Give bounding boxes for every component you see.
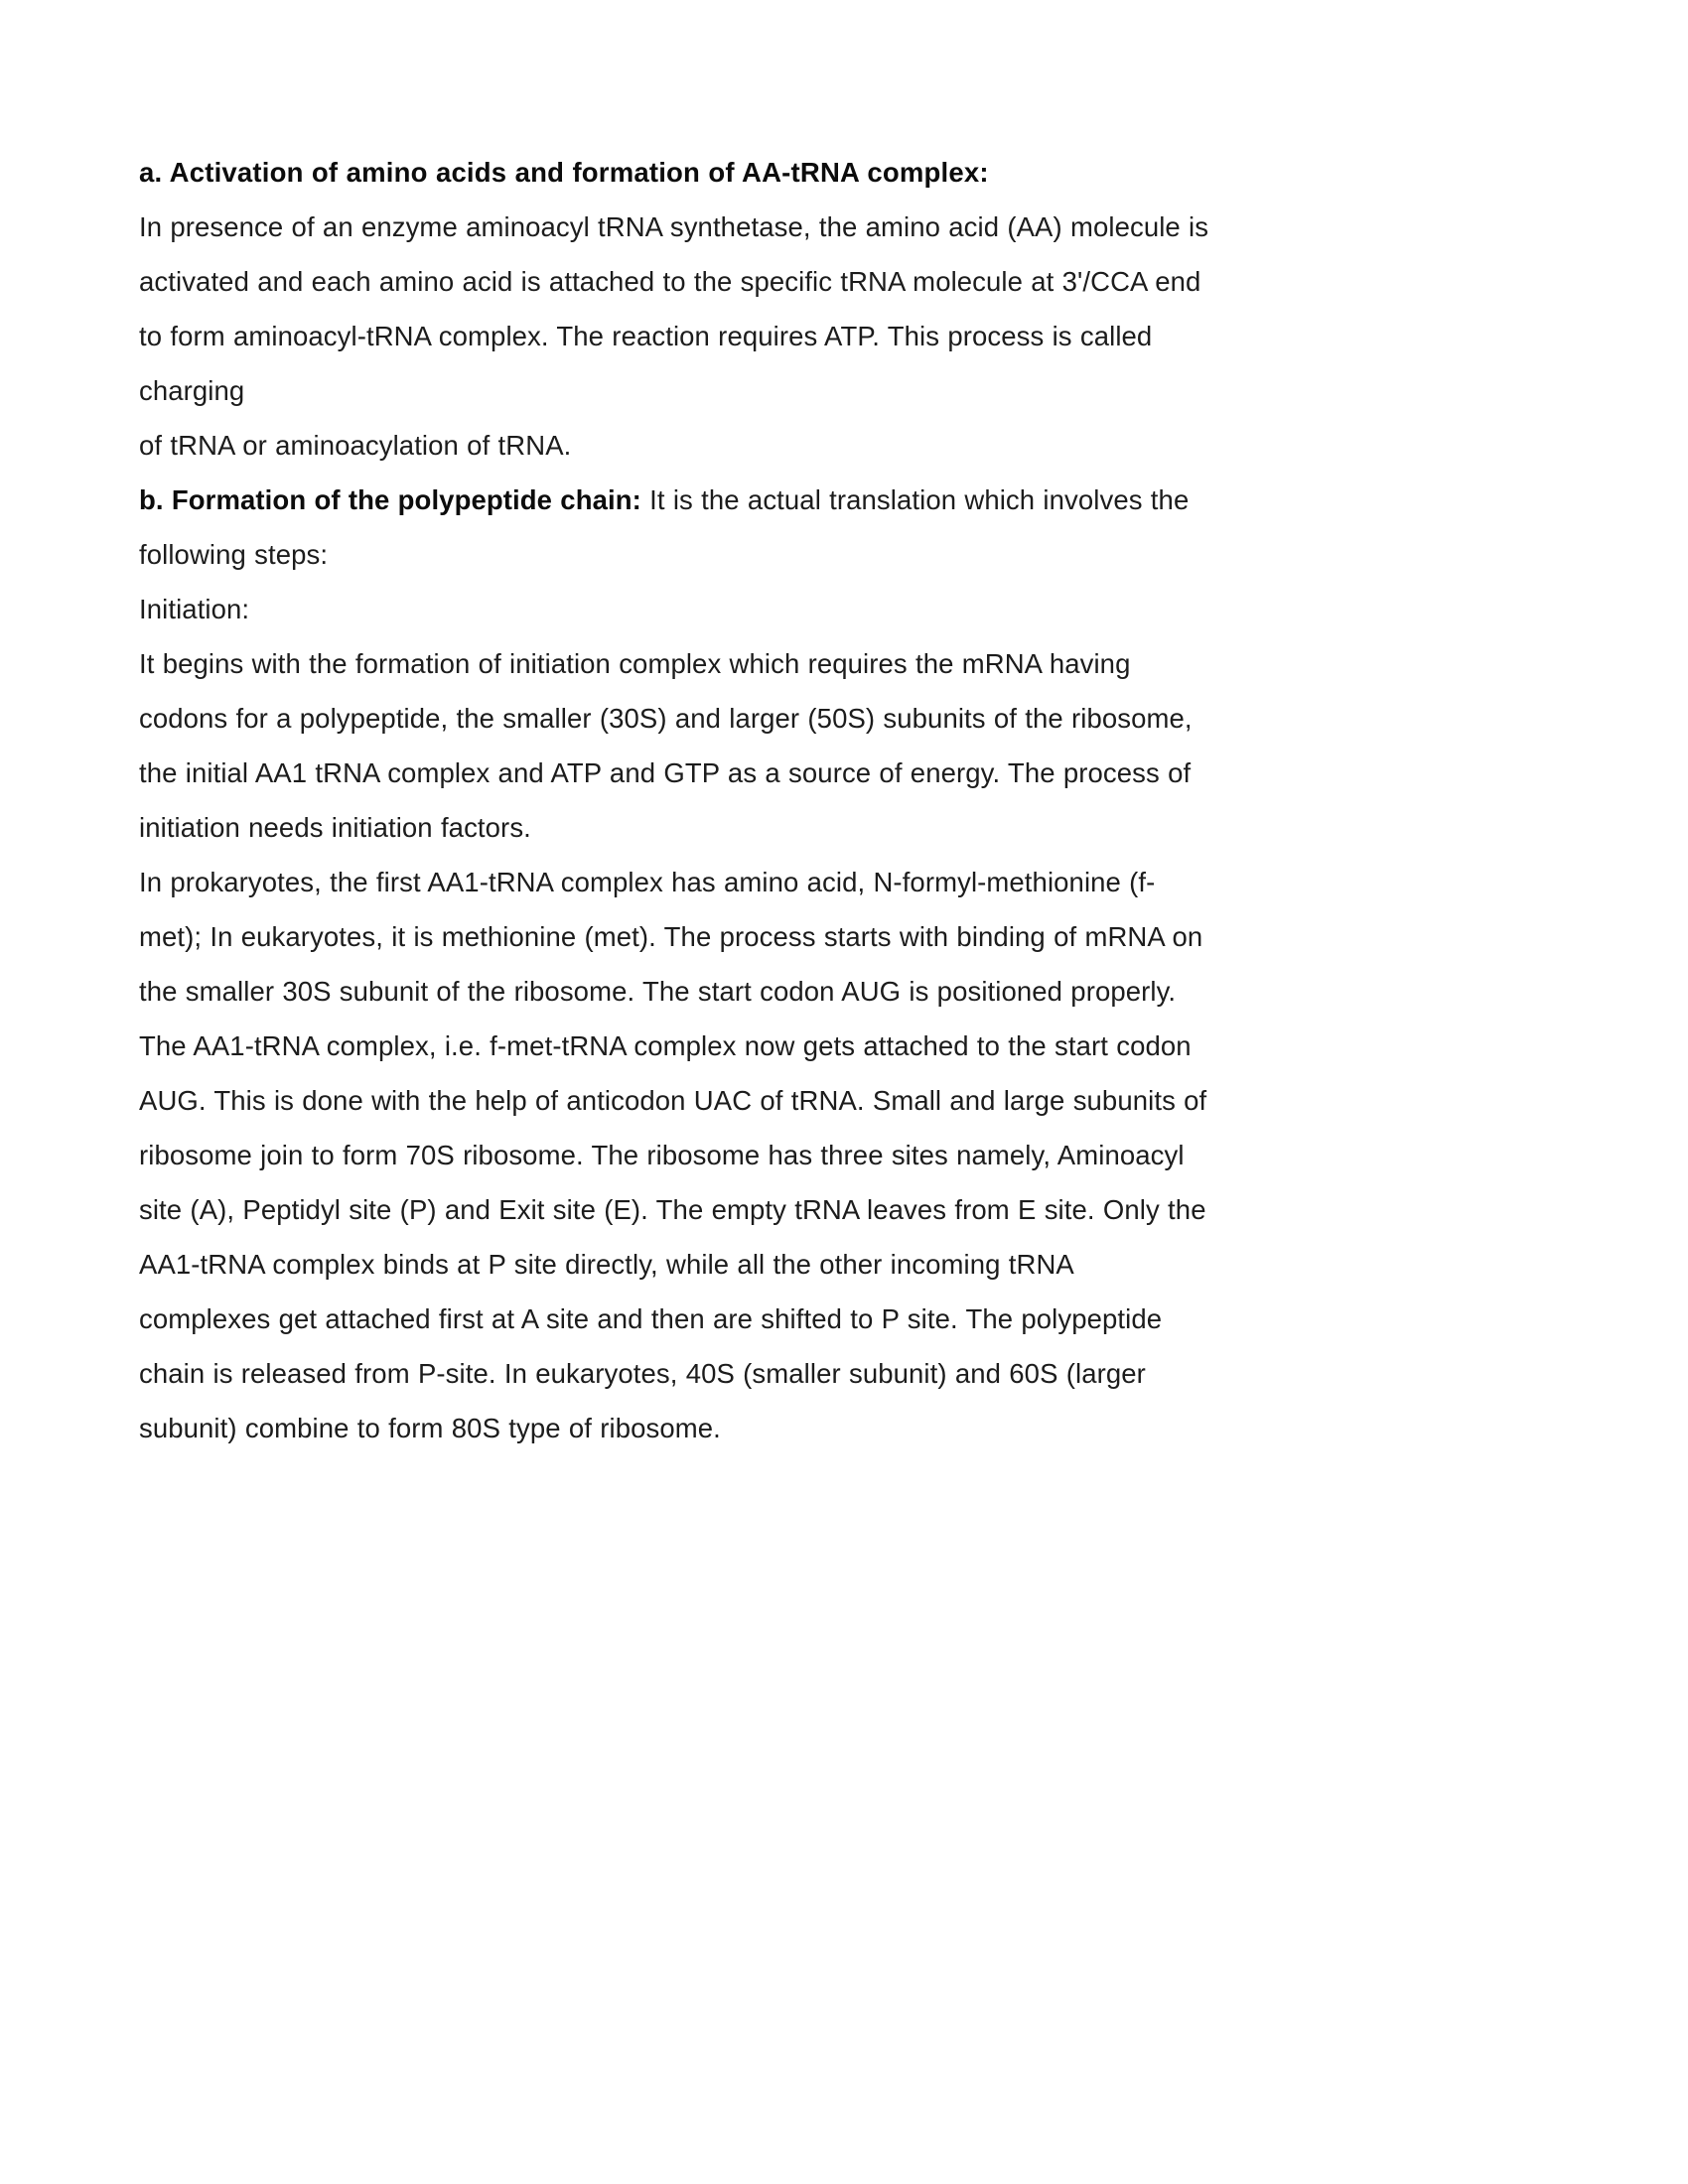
body-line-18: ribosome join to form 70S ribosome. The ribosome has three sites namely, Aminoacyl xyxy=(139,1140,1185,1170)
body-line-13: In prokaryotes, the first AA1-tRNA complex has amino acid, N-formyl-methionine (f- xyxy=(139,867,1156,897)
body-line-22: chain is released from P-site. In eukaryotes, 40S (smaller subunit) and 60S (larger xyxy=(139,1358,1146,1389)
body-line-5: of tRNA or aminoacylation of tRNA. xyxy=(139,430,572,461)
body-line-2: activated and each amino acid is attached to the specific tRNA molecule at 3'/CCA end xyxy=(139,266,1201,297)
body-line-12: initiation needs initiation factors. xyxy=(139,812,531,843)
section-heading-b-line xyxy=(139,473,1266,527)
body-line-3: to form aminoacyl-tRNA complex. The reaction requires ATP. This process is called xyxy=(139,321,1153,351)
body-line-9: It begins with the formation of initiation complex which requires the mRNA having xyxy=(139,648,1131,679)
body-line-10: codons for a polypeptide, the smaller (30S) and larger (50S) subunits of the ribosome, xyxy=(139,703,1193,734)
section-heading-a: a. Activation of amino acids and formation of AA-tRNA complex: xyxy=(139,157,989,188)
section-heading-b-text: It is the actual translation which involves the xyxy=(640,484,1190,515)
body-line-16: The AA1-tRNA complex, i.e. f-met-tRNA complex now gets attached to the start codon xyxy=(139,1030,1192,1061)
body-line-17: AUG. This is done with the help of anticodon UAC of tRNA. Small and large subunits of xyxy=(139,1085,1207,1116)
body-line-4-charging: charging xyxy=(139,375,245,406)
body-line-14: met); In eukaryotes, it is methionine (met). The process starts with binding of mRNA on xyxy=(139,921,1203,952)
body-line-11: the initial AA1 tRNA complex and ATP and GTP as a source of energy. The process of xyxy=(139,757,1192,788)
body-line-15: the smaller 30S subunit of the ribosome. The start codon AUG is positioned properly. xyxy=(139,976,1177,1007)
body-line-1: In presence of an enzyme aminoacyl tRNA synthetase, the amino acid (AA) molecule is xyxy=(139,211,1209,242)
body-line-23: subunit) combine to form 80S type of ribosome. xyxy=(139,1413,721,1443)
body-line-20: AA1-tRNA complex binds at P site directly, while all the other incoming tRNA xyxy=(139,1249,1074,1280)
body-line-7: following steps: xyxy=(139,539,329,570)
section-heading-b-label: b. Formation of the polypeptide chain: xyxy=(139,484,641,515)
body-line-19: site (A), Peptidyl site (P) and Exit site (E). The empty tRNA leaves from E site. Only the xyxy=(139,1194,1206,1225)
document-text-body xyxy=(139,145,1266,1455)
subsection-label-initiation: Initiation: xyxy=(139,594,250,624)
body-line-21: complexes get attached first at A site and then are shifted to P site. The polypeptide xyxy=(139,1303,1163,1334)
